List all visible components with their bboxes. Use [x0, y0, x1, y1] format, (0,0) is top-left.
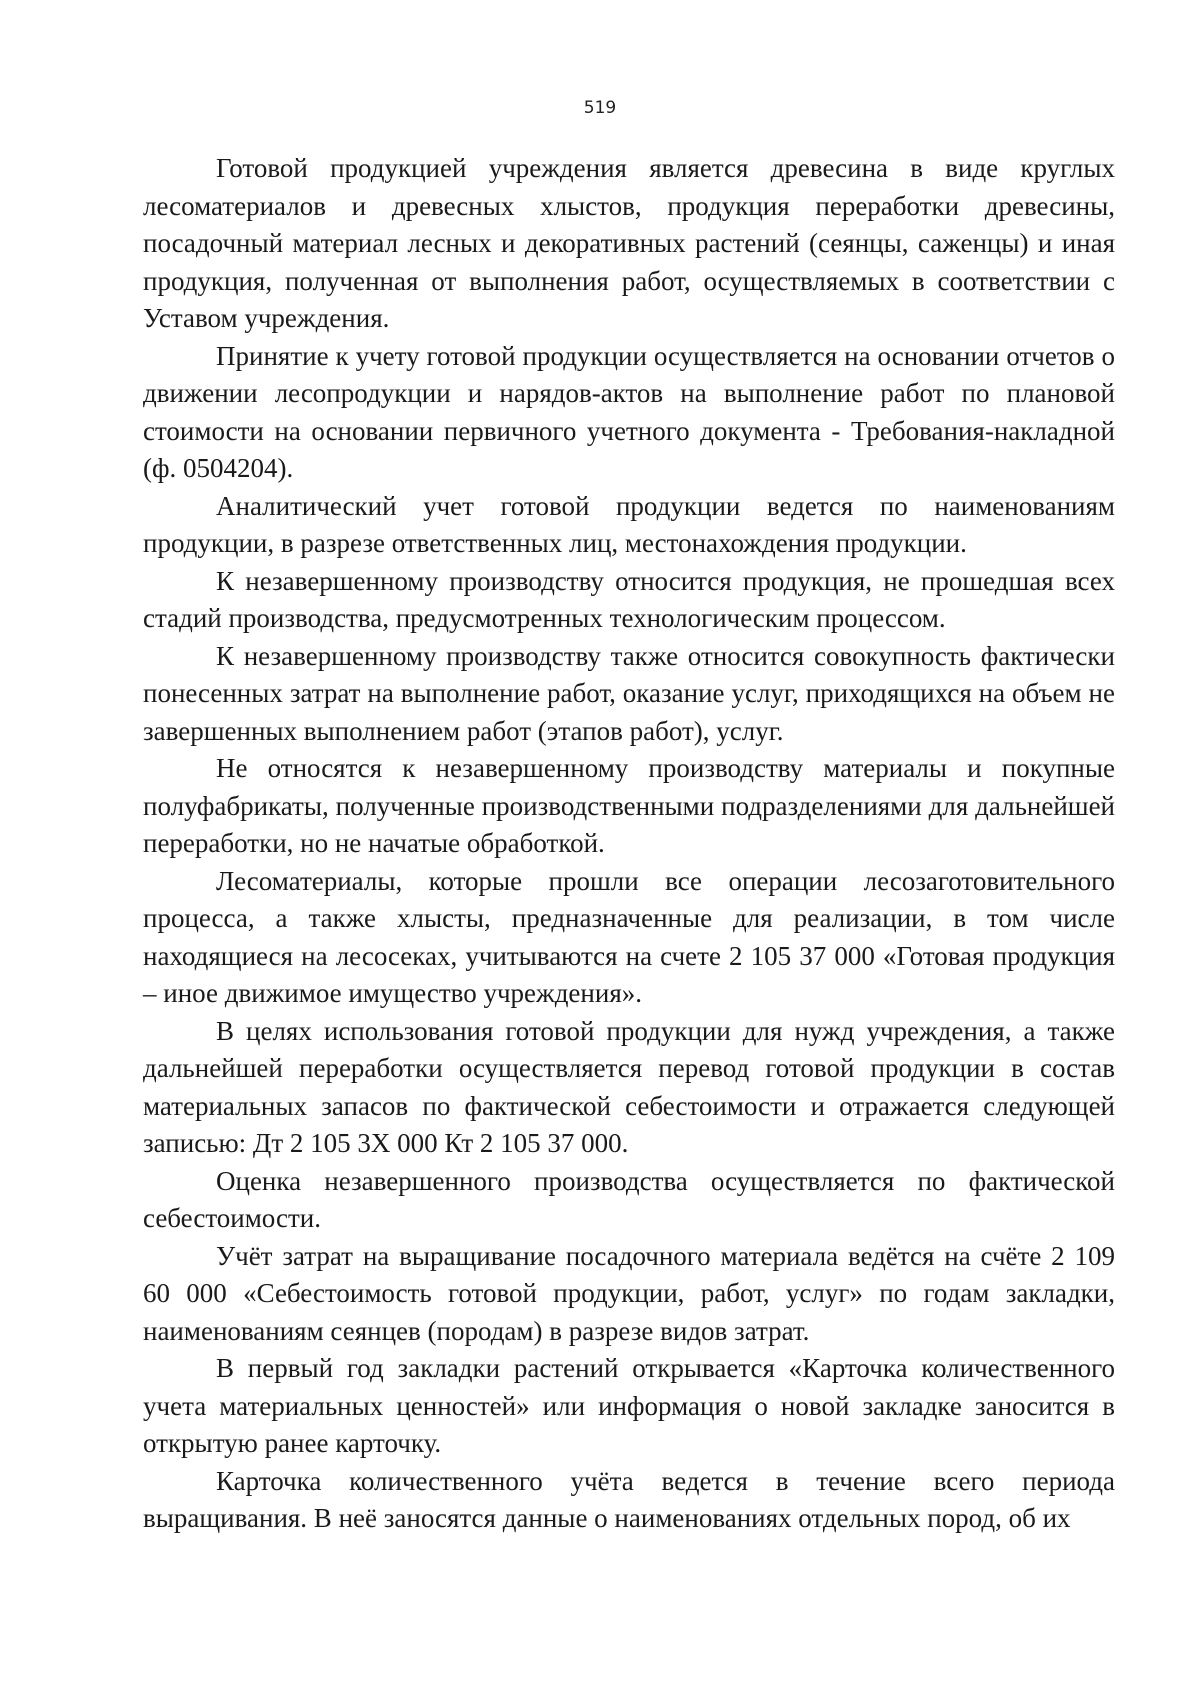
paragraph: К незавершенному производству также относится совокупность фактически понесенных затрат на выполнение работ, оказание услуг, приходящихся на объем не завершенных выполнением работ (этапов работ), услуг.: [143, 640, 1115, 746]
paragraph: Аналитический учет готовой продукции ведется по наименованиям продукции, в разрезе ответственных лиц, местонахождения продукции.: [143, 490, 1115, 558]
paragraph: Готовой продукцией учреждения является древесина в виде круглых лесоматериалов и древесных хлыстов, продукция переработки древесины, посадочный материал лесных и декоративных растений (сеянцы, саженцы) и иная продукция, полученная от выполнения работ, осуществляемых в соответствии с Уставом учреждения.: [143, 153, 1115, 333]
paragraph: Принятие к учету готовой продукции осуществляется на основании отчетов о движении лесопродукции и нарядов-актов на выполнение работ по плановой стоимости на основании первичного учетного документа - Требования-накладной (ф. 0504204).: [143, 340, 1115, 483]
paragraph: Не относятся к незавершенному производству материалы и покупные полуфабрикаты, полученные производственными подразделениями для дальнейшей переработки, но не начатые обработкой.: [143, 753, 1115, 858]
paragraph: К незавершенному производству относится продукция, не прошедшая всех стадий производства, предусмотренных технологическим процессом.: [143, 565, 1115, 633]
paragraph: В целях использования готовой продукции для нужд учреждения, а также дальнейшей переработки осуществляется перевод готовой продукции в состав материальных запасов по фактической себестоимости и отражается следующей записью: Дт 2 105 3Х 000 Кт 2 105 37 000.: [143, 1015, 1115, 1158]
paragraph: Карточка количественного учёта ведется в течение всего периода выращивания. В неё заносятся данные о наименованиях отдельных пород, об их: [143, 1465, 1115, 1533]
paragraph: В первый год закладки растений открывается «Карточка количественного учета материальных ценностей» или информация о новой закладке заносится в открытую ранее карточку.: [143, 1353, 1115, 1458]
page-number: 519: [583, 98, 617, 118]
paragraph: Оценка незавершенного производства осуществляется по фактической себестоимости.: [143, 1165, 1115, 1233]
paragraph: Учёт затрат на выращивание посадочного материала ведётся на счёте 2 109 60 000 «Себестоимость готовой продукции, работ, услуг» по годам закладки, наименованиям сеянцев (породам) в разрезе видов затрат.: [143, 1240, 1115, 1346]
body-text: [143, 150, 1115, 1538]
paragraph: Лесоматериалы, которые прошли все операции лесозаготовительного процесса, а также хлысты, предназначенные для реализации, в том числе находящиеся на лесосеках, учитываются на счете 2 105 37 000 «Готовая продукция – иное движимое имущество учреждения».: [143, 865, 1115, 1008]
